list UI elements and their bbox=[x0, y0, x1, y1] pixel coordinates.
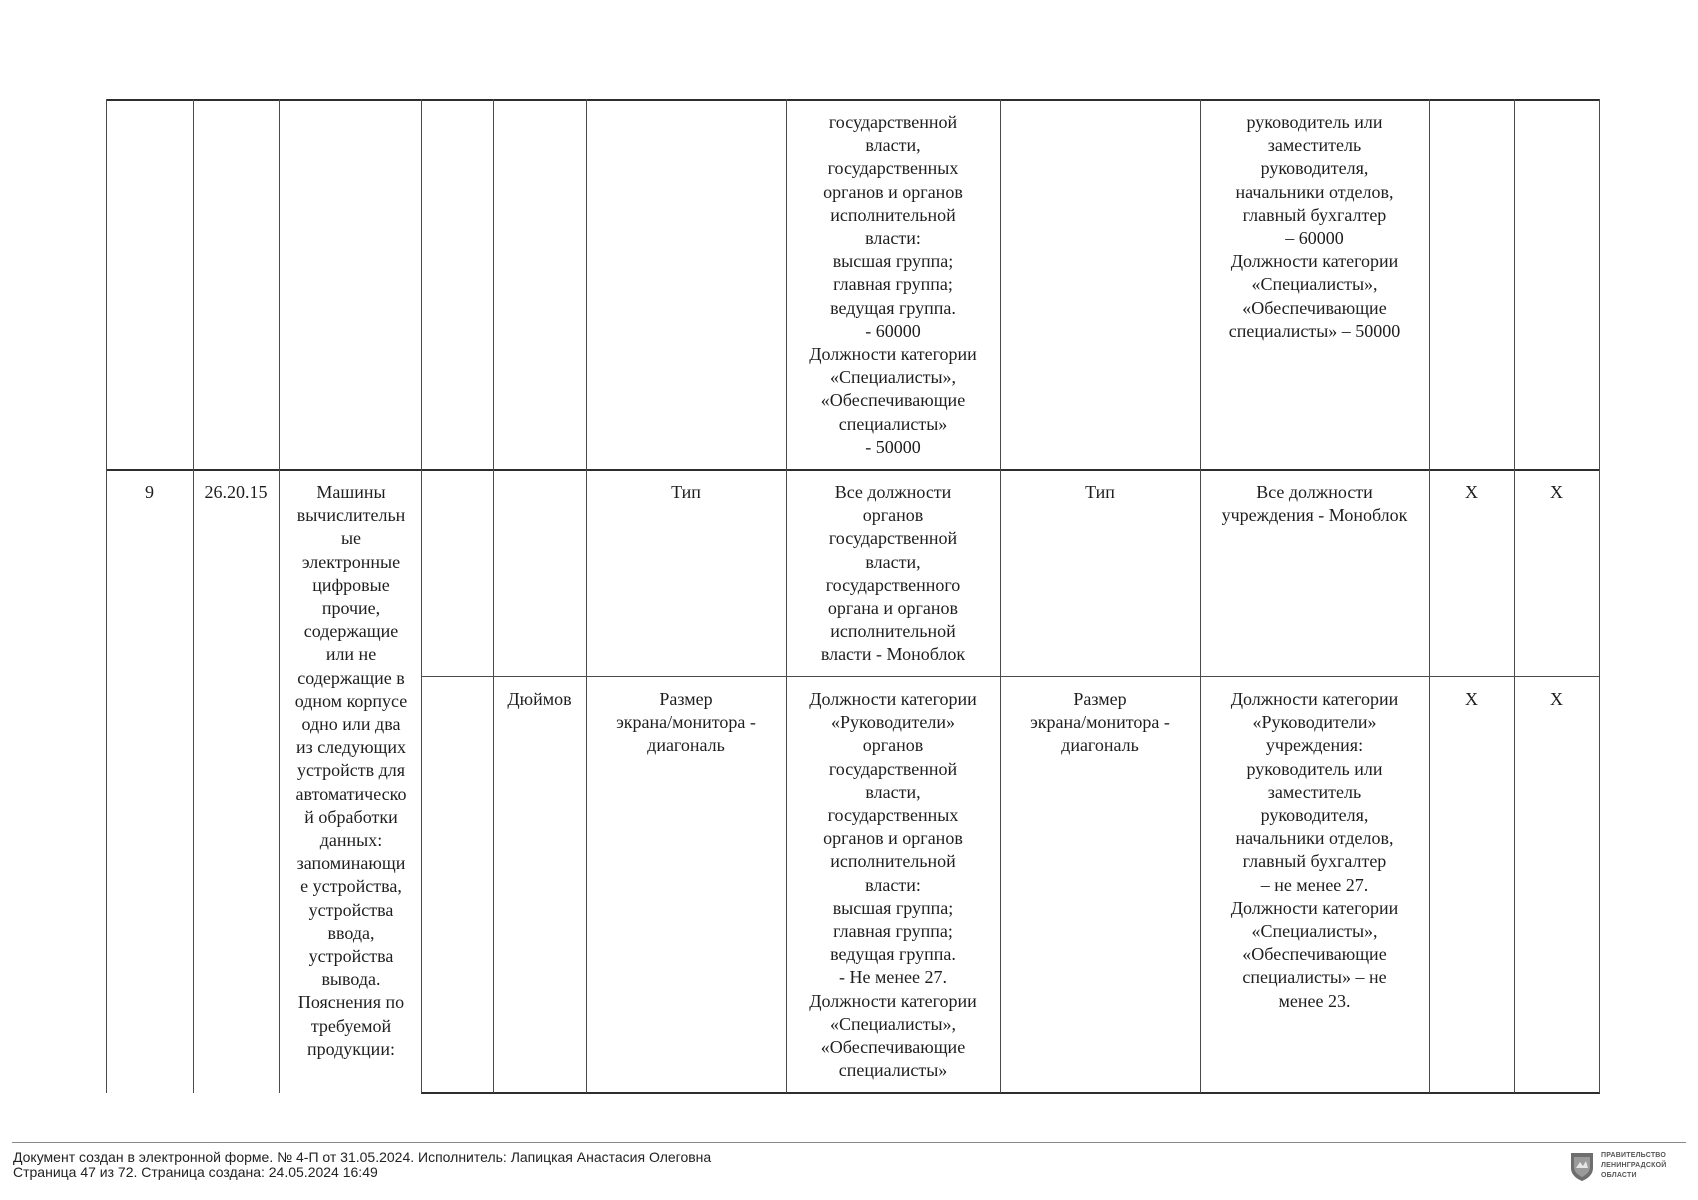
col-line bbox=[1000, 99, 1001, 1093]
continuation-institution-requirements: руководитель или заместитель руководителя, начальники отделов, главный бухгалтер – 60000 Должности категории «Специалисты», «Обеспечивающие специалисты» – 50000 bbox=[1228, 112, 1401, 341]
col-line bbox=[1429, 99, 1430, 1093]
institution-value-type: Все должности учреждения - Моноблок bbox=[1221, 482, 1408, 526]
characteristic-screen-size-institution: Размер экрана/монитора - диагональ bbox=[1030, 689, 1170, 756]
subrow-divider bbox=[421, 676, 1600, 677]
col-line bbox=[1514, 99, 1515, 1093]
product-name: Машины вычислительн ые электронные цифровые прочие, содержащие или не содержащие в одном корпусе одно или два из следующих устройств для автоматическо й обработки данных: запоминающи е устройства, устройства ввода, устройства вывода. Пояснения по требуемой продукции: bbox=[294, 482, 408, 1059]
col-line bbox=[493, 99, 494, 1093]
mark-x: X bbox=[1550, 482, 1563, 502]
gov-value-type: Все должности органов государственной власти, государственного органа и органов исполнительной власти - Моноблок bbox=[820, 482, 966, 665]
institution-value-screen-size: Должности категории «Руководители» учреждения: руководитель или заместитель руководителя, начальники отделов, главный бухгалтер – не менее 27. Должности категории «Специалисты», «Обеспечивающие специалисты» – не менее 23. bbox=[1230, 689, 1399, 1011]
logo-text: ПРАВИТЕЛЬСТВО ЛЕНИНГРАДСКОЙ ОБЛАСТИ bbox=[1601, 1152, 1667, 1179]
continuation-gov-requirements: государственной власти, государственных органов и органов исполнительной власти: высшая группа; главная группа; ведущая группа. - 60000 Должности категории «Специалисты», «Обеспечивающие специалисты» - 50000 bbox=[809, 112, 977, 457]
col-line bbox=[193, 99, 194, 1093]
footer-page-info: Страница 47 из 72. Страница создана: 24.05.2024 16:49 bbox=[13, 1164, 378, 1180]
col-line bbox=[1599, 99, 1600, 1093]
characteristic-type-institution: Тип bbox=[1085, 482, 1115, 502]
mark-x: X bbox=[1550, 689, 1563, 709]
mark-x: X bbox=[1465, 689, 1478, 709]
okpd-code: 26.20.15 bbox=[204, 482, 268, 502]
mark-x: X bbox=[1465, 482, 1478, 502]
government-logo bbox=[1570, 1150, 1688, 1184]
characteristic-type: Тип bbox=[671, 482, 701, 502]
footer-document-info: Документ создан в электронной форме. № 4-П от 31.05.2024. Исполнитель: Лапицкая Анастасия Олеговна bbox=[13, 1149, 712, 1165]
document-footer bbox=[13, 1150, 711, 1180]
table-top-border bbox=[106, 99, 1600, 101]
gov-value-screen-size: Должности категории «Руководители» органов государственной власти, государственных органов и органов исполнительной власти: высшая группа; главная группа; ведущая группа. - Не менее 27. Должности категории «Специалисты», «Обеспечивающие специалисты» bbox=[809, 689, 977, 1081]
subtable-bottom-border bbox=[421, 1092, 1600, 1094]
col-line bbox=[586, 99, 587, 1093]
col-line bbox=[106, 99, 107, 1093]
characteristic-screen-size: Размер экрана/монитора - диагональ bbox=[616, 689, 756, 756]
unit-inches: Дюймов bbox=[507, 689, 572, 709]
col-line bbox=[421, 99, 422, 1093]
coat-of-arms-icon bbox=[1570, 1152, 1594, 1182]
row-number: 9 bbox=[145, 482, 154, 502]
row-divider bbox=[106, 469, 1600, 471]
footer-divider bbox=[12, 1142, 1686, 1143]
col-line bbox=[279, 99, 280, 1093]
